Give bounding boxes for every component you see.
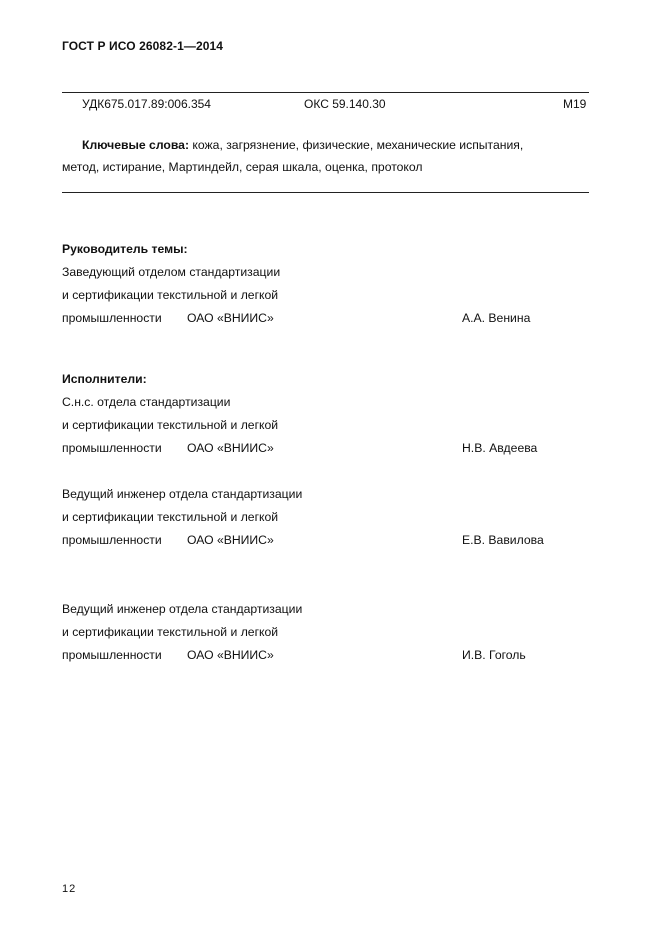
- bottom-rule: [62, 192, 589, 193]
- leader-name: А.А. Венина: [462, 311, 531, 325]
- executor-2-position-1: Ведущий инженер отдела стандартизации: [62, 487, 303, 501]
- executor-2-name: Е.В. Вавилова: [462, 533, 544, 547]
- executor-1-position-3: промышленности: [62, 441, 162, 455]
- category-code: М19: [563, 97, 587, 111]
- udk-code: УДК675.017.89:006.354: [82, 97, 211, 111]
- oks-code: ОКС 59.140.30: [304, 97, 386, 111]
- executor-1-name: Н.В. Авдеева: [462, 441, 538, 455]
- keywords-line-2: метод, истирание, Мартиндейл, серая шкала, оценка, протокол: [62, 160, 423, 174]
- keywords-label: Ключевые слова:: [82, 138, 190, 152]
- executor-1-organization: ОАО «ВНИИС»: [187, 441, 274, 455]
- executor-3-position-2: и сертификации текстильной и легкой: [62, 625, 279, 639]
- keywords-text-1: кожа, загрязнение, физические, механические испытания,: [192, 138, 524, 152]
- executor-3-position-3: промышленности: [62, 648, 162, 662]
- executor-3-name: И.В. Гоголь: [462, 648, 526, 662]
- leader-position-2: и сертификации текстильной и легкой: [62, 288, 279, 302]
- executor-1-position-2: и сертификации текстильной и легкой: [62, 418, 279, 432]
- leader-position-1: Заведующий отделом стандартизации: [62, 265, 281, 279]
- standard-header: ГОСТ Р ИСО 26082-1—2014: [62, 39, 224, 53]
- executor-3-position-1: Ведущий инженер отдела стандартизации: [62, 602, 303, 616]
- executor-3-organization: ОАО «ВНИИС»: [187, 648, 274, 662]
- page-number: 12: [62, 883, 77, 895]
- executors-title: Исполнители:: [62, 372, 147, 386]
- keywords-line-1: [62, 134, 592, 157]
- leader-title: Руководитель темы:: [62, 242, 188, 256]
- leader-organization: ОАО «ВНИИС»: [187, 311, 274, 325]
- executor-2-position-2: и сертификации текстильной и легкой: [62, 510, 279, 524]
- executor-1-position-1: С.н.с. отдела стандартизации: [62, 395, 231, 409]
- top-rule: [62, 92, 589, 93]
- leader-position-3: промышленности: [62, 311, 162, 325]
- executor-2-organization: ОАО «ВНИИС»: [187, 533, 274, 547]
- executor-2-position-3: промышленности: [62, 533, 162, 547]
